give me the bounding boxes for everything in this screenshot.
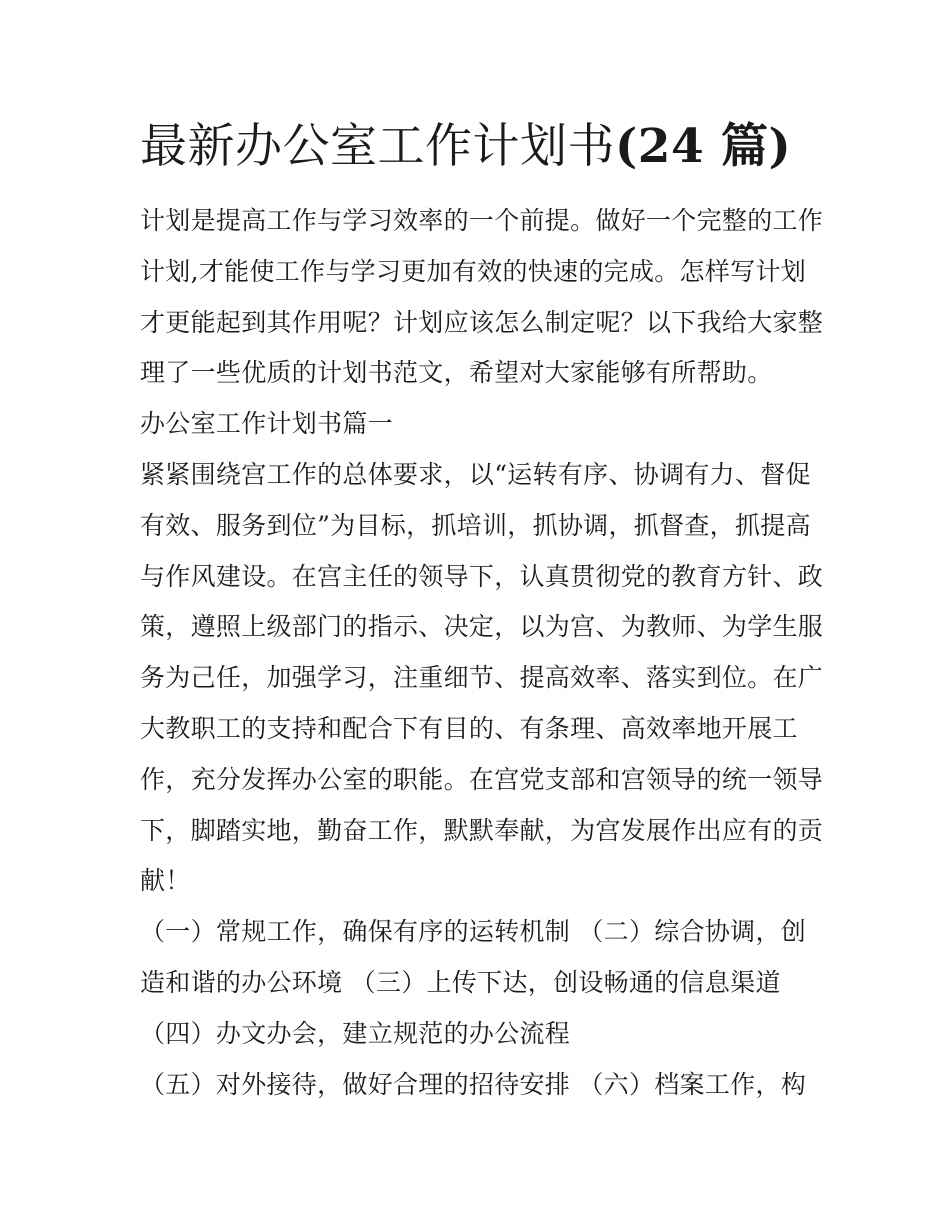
paragraph-line-3: 与作风建设。在宫主任的领导下，认真贯彻党的教育方针、政 (140, 561, 824, 591)
paragraph-line-7: 作，充分发挥办公室的职能。在宫党支部和宫领导的统一领导 (140, 764, 824, 794)
list-line-3: （四）办文办会，建立规范的办公流程 (140, 1018, 571, 1048)
paragraph-line-5: 务为己任，加强学习，注重细节、提高效率、落实到位。在广 (140, 663, 824, 693)
intro-line-3: 才更能起到其作用呢？计划应该怎么制定呢？以下我给大家整 (140, 307, 824, 337)
paragraph-line-9: 献！ (140, 866, 191, 896)
intro-line-2: 计划,才能使工作与学习更加有效的快速的完成。怎样写计划 (140, 256, 807, 286)
section-heading: 办公室工作计划书篇一 (140, 409, 394, 439)
list-line-1: （一）常规工作，确保有序的运转机制 （二）综合协调，创 (140, 917, 807, 947)
intro-line-1: 计划是提高工作与学习效率的一个前提。做好一个完整的工作 (140, 206, 824, 235)
list-line-2: 造和谐的办公环境 （三）上传下达，创设畅通的信息渠道 (140, 967, 781, 997)
title-text: 最新办公室工作计划书 (140, 119, 615, 174)
intro-line-4: 理了一些优质的计划书范文，希望对大家能够有所帮助。 (140, 358, 773, 388)
title-count: (24 篇) (615, 119, 792, 174)
paragraph-line-2: 有效、服务到位”为目标，抓培训，抓协调，抓督查，抓提高 (140, 510, 811, 540)
page-title (140, 112, 830, 182)
paragraph-line-1: 紧紧围绕宫工作的总体要求，以“运转有序、协调有力、督促 (140, 459, 811, 489)
body-text (140, 196, 824, 1110)
paragraph-line-6: 大教职工的支持和配合下有目的、有条理、高效率地开展工 (140, 713, 798, 743)
paragraph-line-8: 下，脚踏实地，勤奋工作，默默奉献，为宫发展作出应有的贡 (140, 815, 824, 845)
list-line-4: （五）对外接待，做好合理的招待安排 （六）档案工作，构 (140, 1069, 807, 1099)
paragraph-line-4: 策，遵照上级部门的指示、决定，以为宫、为教师、为学生服 (140, 612, 824, 642)
